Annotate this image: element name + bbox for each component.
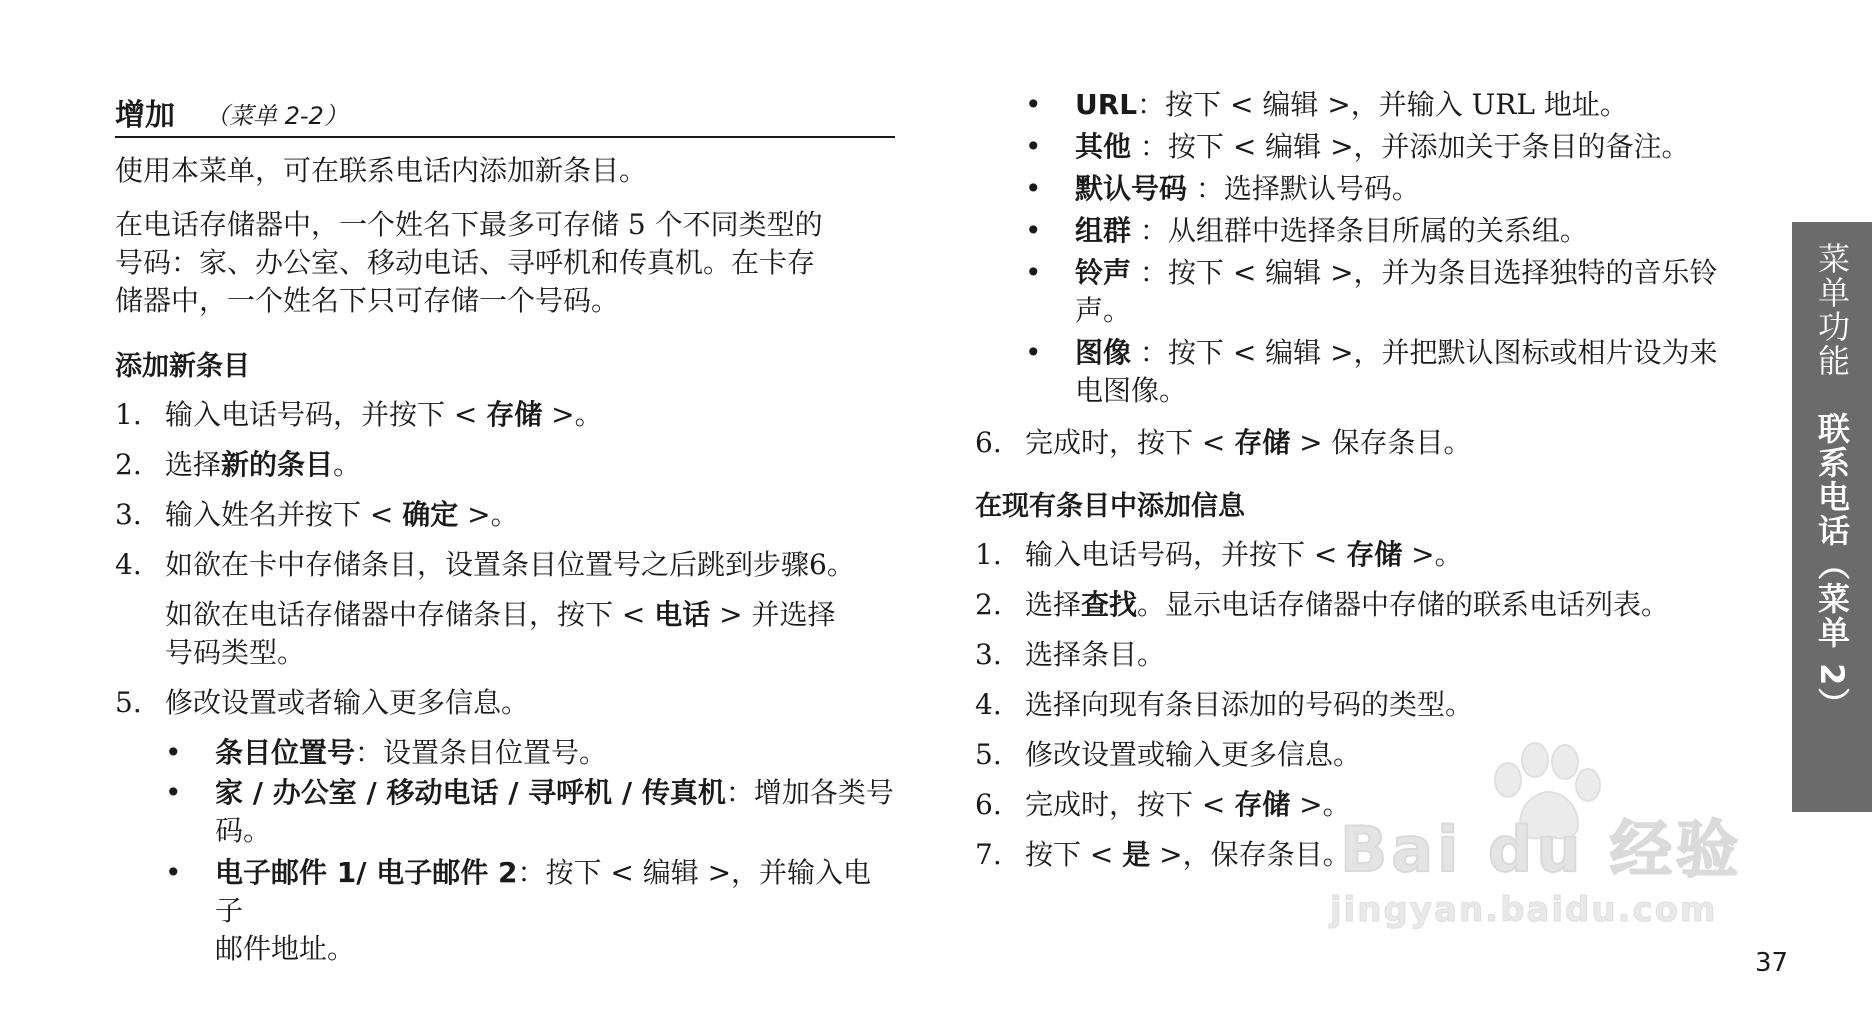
bullet-text: ：设置条目位置号。 [355, 736, 608, 769]
intro-paragraph-1: 使用本菜单，可在联系电话内添加新条目。 [115, 154, 648, 187]
bullet-text: ：按下 < 编辑 >，并添加关于条目的备注。 [1131, 130, 1690, 163]
list-item [165, 854, 895, 965]
step-text: 输入电话号码，并按下 < [1025, 538, 1347, 571]
step-key: 是 [1122, 838, 1151, 871]
step-text: 完成时，按下 < [1025, 788, 1235, 821]
bullet-text: ：按下 < 编辑 >，并为条目选择独特的音乐铃 [1131, 256, 1718, 289]
step-text: > 保存条目。 [1290, 426, 1472, 459]
step-text: 选择 [1025, 588, 1082, 621]
page-title: 增加 [115, 98, 175, 133]
bullet-text: 电图像。 [1075, 374, 1188, 407]
watermark-url: jingyan.baidu.com [1330, 890, 1718, 930]
list-item [975, 424, 1765, 462]
bullet-text: 声。 [1075, 294, 1132, 327]
bullet-text: 邮件地址。 [215, 932, 356, 965]
step-text: 输入姓名并按下 < [165, 498, 403, 531]
step-key: 存储 [486, 398, 543, 431]
page-number: 37 [1755, 948, 1789, 978]
step-text: 选择条目。 [1025, 638, 1166, 671]
list-item [1025, 86, 1765, 124]
section-title-add-new: 添加新条目 [115, 351, 250, 382]
step-key: 确定 [402, 498, 459, 531]
side-tab-chapter: 菜单功能 [1813, 242, 1851, 378]
step-number: 4. [975, 688, 1002, 721]
bullet-text: 码。 [215, 814, 272, 847]
step-text: 完成时，按下 < [1025, 426, 1235, 459]
bullet-text: ：按下 < 编辑 >，并输入电子 [215, 856, 872, 927]
bullet-key: 电子邮件 1/ 电子邮件 2 [215, 856, 518, 889]
list-item [1025, 254, 1765, 330]
step-text: 修改设置或输入更多信息。 [1025, 738, 1362, 771]
section-header [115, 88, 895, 138]
step-number: 1. [975, 538, 1002, 571]
step-key: 新的条目 [221, 448, 334, 481]
step-number: 2. [115, 448, 142, 481]
step-text: >。 [542, 398, 603, 431]
list-item [975, 636, 1765, 674]
bullet-text: ：按下 < 编辑 >，并输入 URL 地址。 [1137, 88, 1628, 121]
intro-paragraph-2 [115, 206, 823, 320]
step-number: 7. [975, 838, 1002, 871]
bullet-key: 条目位置号 [215, 736, 356, 769]
step-number: 2. [975, 588, 1002, 621]
step-number: 3. [975, 638, 1002, 671]
list-item [1025, 212, 1765, 250]
list-item [115, 396, 895, 434]
step-key: 查找 [1081, 588, 1138, 621]
bullet-text: ：按下 < 编辑 >，并把默认图标或相片设为来 [1131, 336, 1718, 369]
list-item [1025, 128, 1765, 166]
chapter-side-tab [1792, 222, 1872, 812]
list-item [975, 536, 1765, 574]
bullet-key: URL [1075, 88, 1138, 121]
step-key: 存储 [1346, 538, 1403, 571]
bullet-icon: • [1025, 214, 1042, 247]
bullet-icon: • [1025, 172, 1042, 205]
list-item [975, 586, 1765, 624]
step-number: 5. [115, 686, 142, 719]
step-number: 4. [115, 548, 142, 581]
bullet-icon: • [1025, 130, 1042, 163]
intro-line: 号码：家、办公室、移动电话、寻呼机和传真机。在卡存 [115, 246, 816, 279]
bullet-icon: • [165, 736, 182, 769]
step-text: > 并选择 [710, 598, 836, 631]
step-text: 。显示电话存储器中存储的联系电话列表。 [1137, 588, 1670, 621]
bullet-key: 铃声 [1075, 256, 1132, 289]
step-number: 6. [975, 426, 1002, 459]
bullet-key: 其他 [1075, 130, 1132, 163]
bullet-icon: • [1025, 88, 1042, 121]
step-text: 修改设置或者输入更多信息。 [165, 686, 530, 719]
step-key: 电话 [654, 598, 711, 631]
bullet-icon: • [165, 776, 182, 809]
list-item [115, 496, 895, 534]
bullet-text: ：增加各类号 [725, 776, 894, 809]
bullet-text: ：从组群中选择条目所属的关系组。 [1131, 214, 1588, 247]
bullet-key: 家 / 办公室 / 移动电话 / 寻呼机 / 传真机 [215, 776, 726, 809]
step-key: 存储 [1234, 426, 1291, 459]
step-text: 如欲在卡中存储条目，设置条目位置号之后跳到步骤6。 [165, 548, 855, 581]
bullet-text: ：选择默认号码。 [1187, 172, 1420, 205]
list-item [115, 446, 895, 484]
side-tab-section: 联系电话（菜单 2） [1813, 412, 1851, 722]
list-item [115, 546, 895, 584]
bullet-key: 图像 [1075, 336, 1132, 369]
step-number: 5. [975, 738, 1002, 771]
bullet-icon: • [1025, 336, 1042, 369]
page-subtitle: （菜单 2-2） [205, 102, 348, 130]
list-item [165, 774, 895, 850]
watermark [1330, 740, 1770, 940]
intro-line: 在电话存储器中，一个姓名下最多可存储 5 个不同类型的 [115, 208, 823, 241]
list-item [1025, 334, 1765, 410]
list-item [975, 686, 1765, 724]
list-item [165, 734, 895, 772]
step-text: >。 [1290, 788, 1351, 821]
bullet-icon: • [165, 856, 182, 889]
bullet-icon: • [1025, 256, 1042, 289]
step-text: 输入电话号码，并按下 < [165, 398, 487, 431]
bullet-key: 组群 [1075, 214, 1132, 247]
step-text: 号码类型。 [165, 636, 306, 669]
step-number: 1. [115, 398, 142, 431]
step-text: 选择 [165, 448, 222, 481]
list-item [115, 684, 895, 722]
step-text: >。 [1402, 538, 1463, 571]
step-key: 存储 [1234, 788, 1291, 821]
intro-line: 储器中，一个姓名下只可存储一个号码。 [115, 284, 620, 317]
step-number: 6. [975, 788, 1002, 821]
bullet-key: 默认号码 [1075, 172, 1188, 205]
section-title-add-to-existing: 在现有条目中添加信息 [975, 491, 1245, 522]
step-text: 。 [333, 448, 362, 481]
list-item [1025, 170, 1765, 208]
step-text: >。 [458, 498, 519, 531]
step-text: 如欲在电话存储器中存储条目，按下 < [165, 598, 655, 631]
step-text: >，保存条目。 [1150, 838, 1351, 871]
step-number: 3. [115, 498, 142, 531]
step-text: 选择向现有条目添加的号码的类型。 [1025, 688, 1474, 721]
step-4-detail [115, 596, 895, 676]
watermark-brand: Bai du 经验 [1340, 813, 1743, 886]
step-text: 按下 < [1025, 838, 1123, 871]
